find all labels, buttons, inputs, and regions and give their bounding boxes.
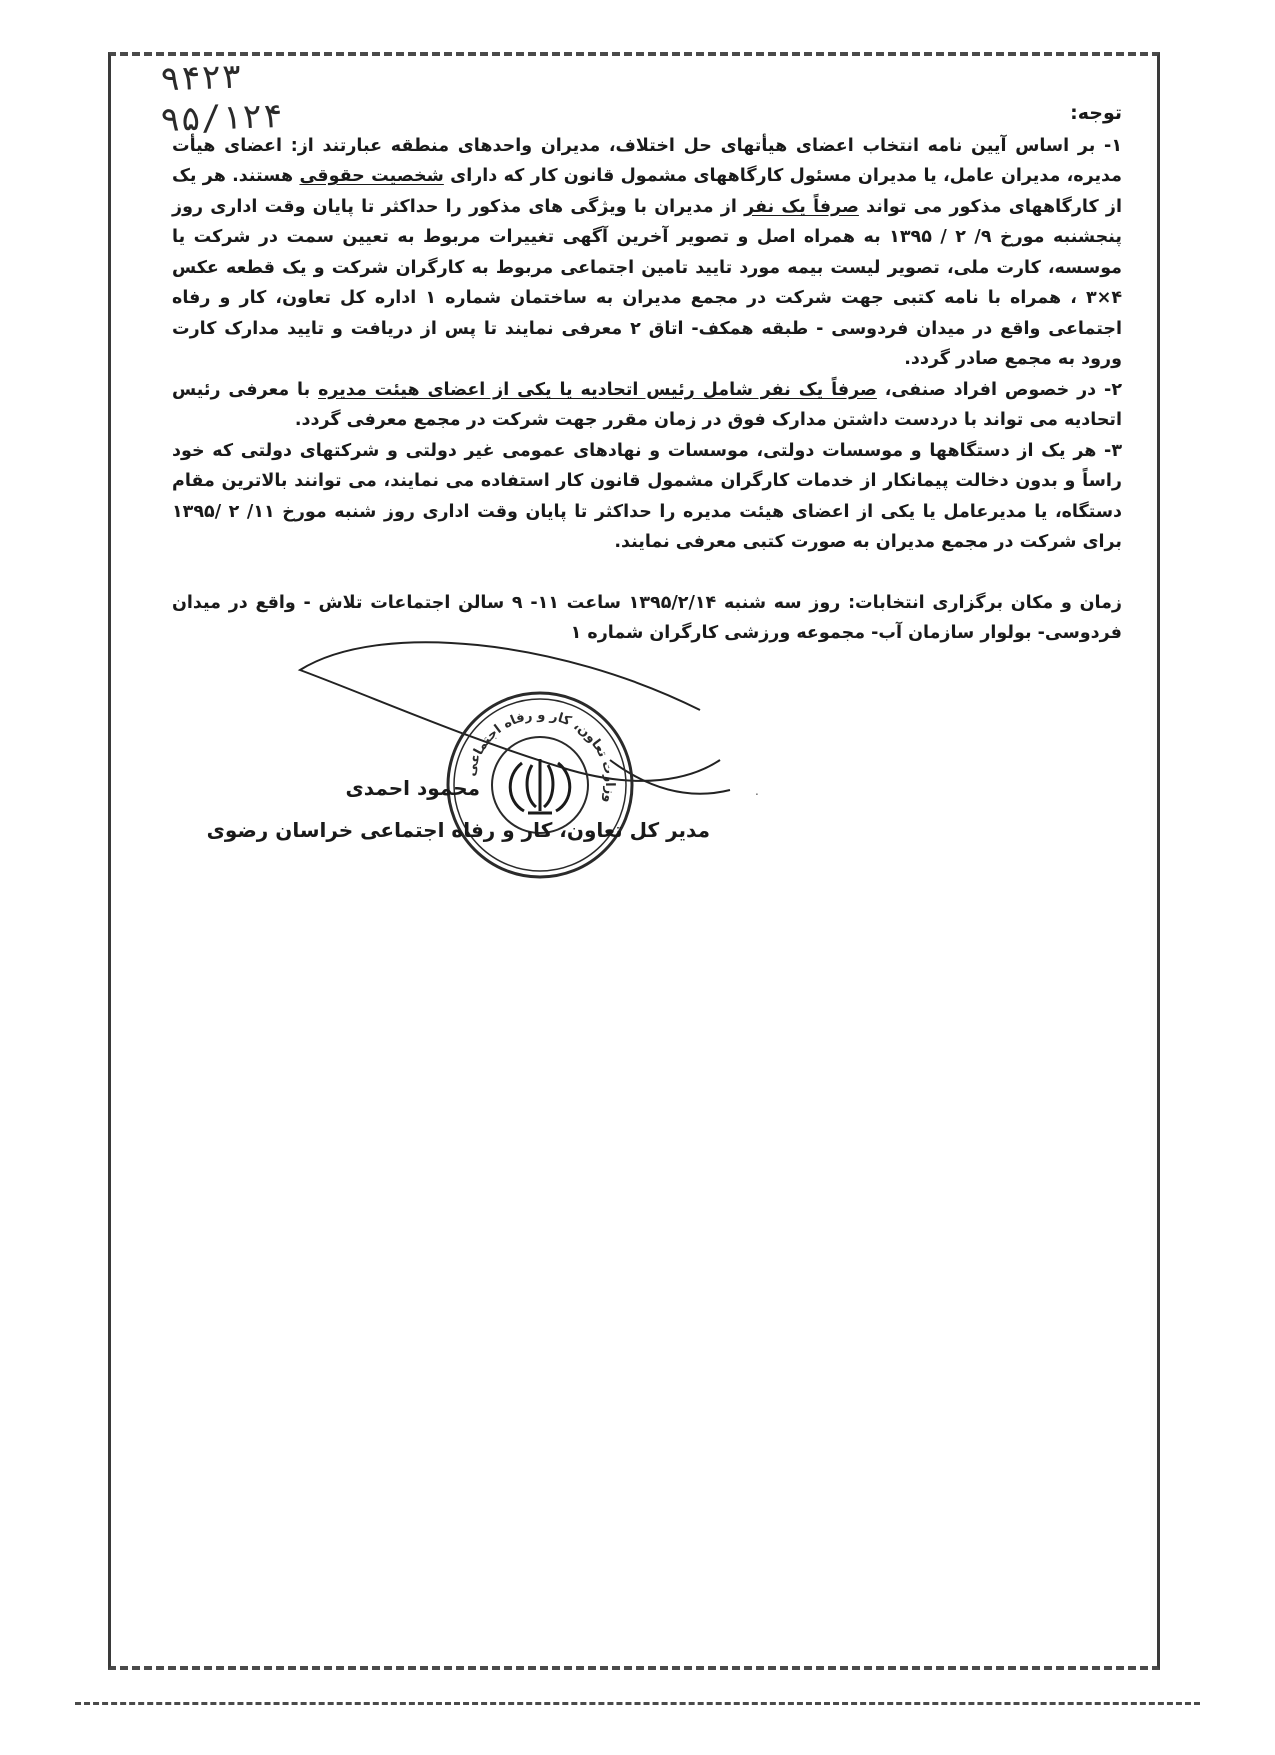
stamp-ring-text: وزارت تعاون، کار و رفاه اجتماعی [463,707,618,805]
election-schedule-label: زمان و مکان برگزاری انتخابات: [848,592,1122,613]
notice-item-1-text-c: از مدیران با ویژگی های مذکور را حداکثر تا پایان وقت اداری روز پنجشنبه مورخ ۹/ ۲ / ۱۳۹۵ به همراه اصل و تصویر آخرین آگهی تغییرات مربوط به تعیین سمت در شرکت یا موسسه، کارت ملی، تصویر لیست بیمه مورد تایید تامین اجتماعی مربوط به کارگران شرکت و یک قطعه عکس ۴×۳ ، همراه با نامه کتبی جهت شرکت در مجمع مدیران به ساختمان شماره ۱ اداره کل تعاون، کار و رفاه اجتماعی واقع در میدان فردوسی - طبقه همکف- اتاق ۲ معرفی نمایند تا پس از دریافت و تایید مدارک کارت ورود به مجمع صادر گردد. [172,196,1122,369]
notice-item-1-text-b: هستند. هر یک از کارگاههای مذکور می تواند [172,166,1122,217]
stamp-period-mark: . [755,784,759,798]
notice-item-2 [172,375,1122,436]
notice-item-1-underlined-legal-entity: شخصیت حقوقی [299,166,444,186]
election-schedule-text: روز سه شنبه ۱۳۹۵/۲/۱۴ ساعت ۱۱- ۹ سالن اجتماعات تلاش - واقع در میدان فردوسی- بولوار سازمان آب- مجموعه ورزشی کارگران شماره ۱ [172,592,1122,643]
notice-heading: توجه: [1070,102,1122,124]
notice-item-1-underlined-one-person: صرفاً یک نفر [744,196,859,217]
notice-item-2-underlined: صرفاً یک نفر شامل رئیس اتحادیه یا یکی از اعضای هیئت مدیره [318,379,877,400]
handwritten-reference-code: ۹۵/۱۲۴ [159,95,284,141]
notice-item-2-text-b: با معرفی رئیس اتحادیه می تواند با دردست داشتن مدارک فوق در زمان مقرر جهت شرکت در مجمع معرفی گردد. [172,379,1122,430]
notice-item-3: ۳- هر یک از دستگاهها و موسسات دولتی، موسسات و نهادهای عمومی غیر دولتی و شرکتهای دولتی که خود راساً و بدون دخالت پیمانکار از خدمات کارگران مشمول قانون کار استفاده می نمایند، می توانند بالاترین مقام دستگاه، یا مدیرعامل یا یکی از اعضای هیئت مدیره را حداکثر تا پایان وقت اداری روز شنبه مورخ ۱۱/ ۲ /۱۳۹۵ برای شرکت در مجمع مدیران به صورت کتبی معرفی نمایند. [172,440,1123,552]
signatory-name: محمود احمدی [345,776,480,800]
notice-item-1 [172,131,1122,375]
letter-body [172,98,1122,649]
signatory-title: مدیر کل تعاون، کار و رفاه اجتماعی خراسان رضوی [206,818,710,842]
election-schedule [172,588,1122,649]
notice-item-1-text-a: ۱- بر اساس آیین نامه انتخاب اعضای هیأتهای حل اختلاف، مدیران واحدهای منطقه عبارتند از: اعضای هیأت مدیره، مدیران عامل، یا مدیران مسئول کارگاههای مشمول قانون کار که دارای [172,135,1122,186]
notice-item-2-text-a: ۲- در خصوص افراد صنفی، [876,379,1122,400]
bottom-divider [75,1702,1200,1705]
handwritten-reference-number: ۹۴۲۳ [159,56,243,100]
